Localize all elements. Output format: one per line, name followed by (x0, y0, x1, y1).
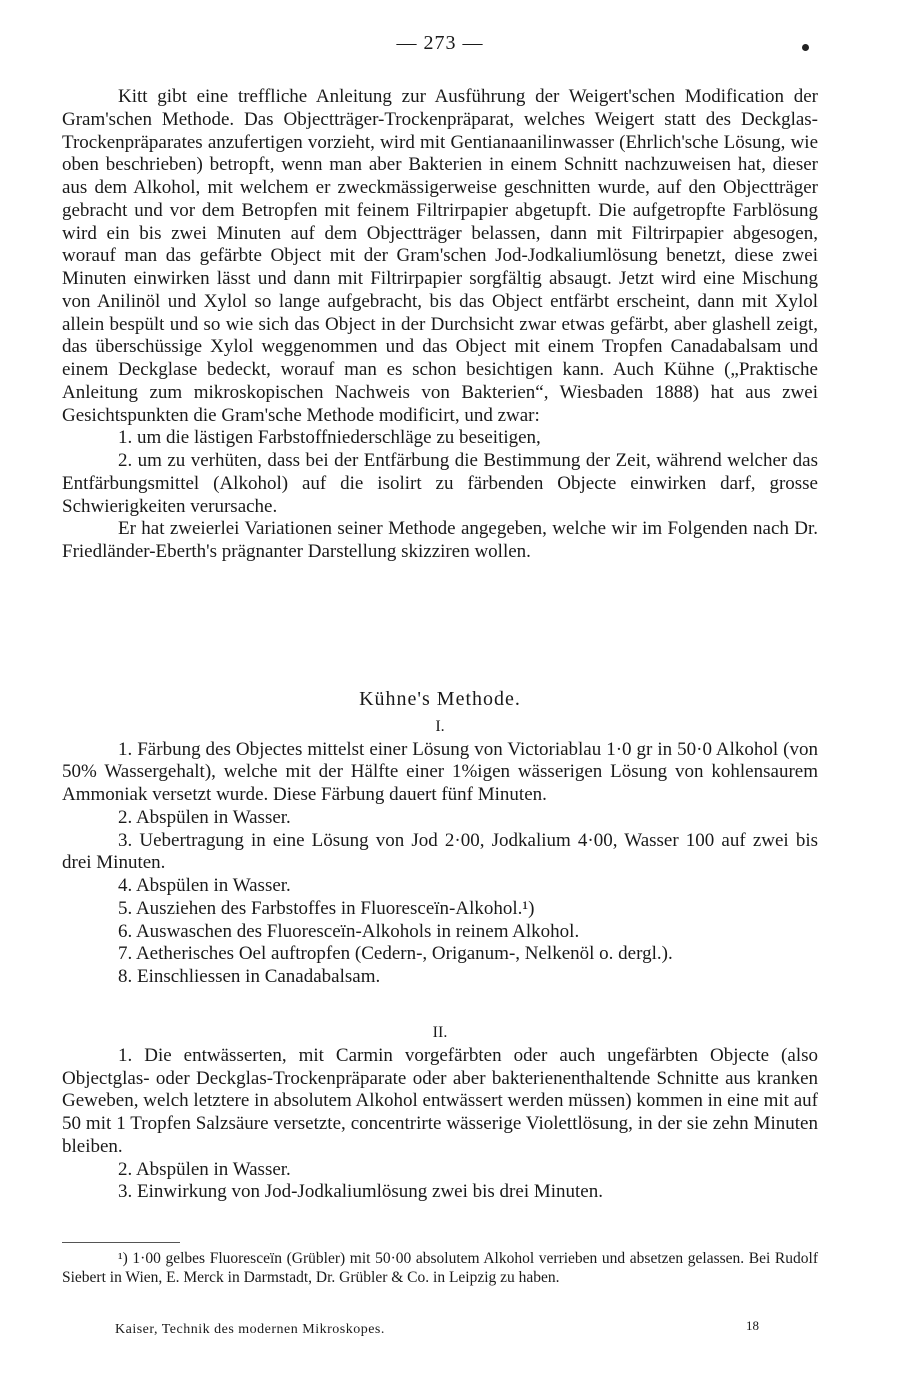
section-1-step: 5. Ausziehen des Farbstoffes in Fluoresceïn-Alkohol.¹) (118, 897, 535, 919)
intro-paragraph: Kitt gibt eine treffliche Anleitung zur Ausführung der Weigert'schen Modification der Gram'schen Methode. Das Objectträger-Trockenpräparat, welches Weigert statt des Deckglas-Trockenpräparates anzufertigen vorzieht, wird mit Gentianaanilinwasser (Ehrlich'sche Lösung, wie oben beschrieben) betropft, wenn man aber Bakterien in einem Schnitt nachzuweisen hat, dieser aus dem Alkohol, mit welchem er zweckmässigerweise geschnitten wurde, auf den Objectträger gebracht und vor dem Betropfen mit feinem Filtrirpapier abgetupft. Die aufgetropfte Farblösung wird ein bis zwei Minuten auf dem Objectträger belassen, dann mit Filtrirpapier abgesogen, worauf man das gefärbte Object mit der Gram'schen Jod-Jodkaliumlösung benetzt, diese zwei Minuten einwirken lässt und dann mit Filtrirpapier sorgfältig absaugt. Jetzt wird eine Mischung von Anilinöl und Xylol so lange aufgebracht, bis das Object entfärbt erscheint, dann mit Xylol allein bespült und so wie sich das Object in der Durchsicht zwar etwas gefärbt, aber glashell zeigt, das überschüssige Xylol weggenommen und das Object mit einem Tropfen Canadabalsam und einem Deckglase bedeckt, worauf man es schon besichtigen kann. Auch Kühne („Praktische Anleitung zum mikroskopischen Nachweis von Bakterien“, Wiesbaden 1888) hat aus zwei Gesichtspunkten die Gram'sche Methode modificirt, und zwar: (62, 86, 818, 426)
section-2-step: 3. Einwirkung von Jod-Jodkaliumlösung zwei bis drei Minuten. (118, 1181, 603, 1203)
intro-closing-paragraph: Er hat zweierlei Variationen seiner Methode angegeben, welche wir im Folgenden nach Dr. Friedländer-Eberth's prägnanter Darstellung skizziren wollen. (62, 518, 818, 562)
section-1-step: 1. Färbung des Objectes mittelst einer Lösung von Victoriablau 1·0 gr in 50·0 Alkohol (von 50% Wassergehalt), welche mit der Hälfte einer 1%igen wässerigen Lösung von kohlensaurem Ammoniak versetzt wurde. Diese Färbung dauert fünf Minuten. (62, 738, 818, 805)
intro-list-item-1: 1. um die lästigen Farbstoffniederschläge zu beseitigen, (118, 427, 541, 449)
intro-text (62, 86, 818, 564)
signature-mark: 18 (746, 1318, 759, 1333)
section-1-step: 7. Aetherisches Oel auftropfen (Cedern-, Origanum-, Nelkenöl o. dergl.). (118, 943, 673, 965)
section-1-step: 6. Auswaschen des Fluoresceïn-Alkohols in reinem Alkohol. (118, 920, 580, 942)
footnote-divider (62, 1242, 180, 1243)
section-2-step: 2. Abspülen in Wasser. (118, 1158, 291, 1180)
method-heading: Kühne's Methode. (359, 688, 521, 710)
section-1-numeral: I. (435, 717, 445, 735)
method-section-2 (62, 1022, 818, 1204)
ink-dot (802, 44, 809, 51)
section-2-numeral: II. (432, 1024, 448, 1041)
section-1-step: 3. Uebertragung in eine Lösung von Jod 2·00, Jodkalium 4·00, Wasser 100 auf zwei bis drei Minuten. (62, 829, 818, 874)
footer-signature: Kaiser, Technik des modernen Mikroskopes. (115, 1322, 385, 1337)
section-2-step: 1. Die entwässerten, mit Carmin vorgefärbten oder auch ungefärbten Objecte (also Objectglas- oder Deckglas-Trockenpräparate oder aber bakterienenthaltende Schnitte aus kranken Geweben, welch letztere in absolutem Alkohol entwässert werden müssen) kommen in eine mit auf 50 mit 1 Tropfen Salzsäure versetzte, concentrirte wässerige Violettlösung, in der sie zehn Minuten bleiben. (62, 1044, 818, 1157)
section-1-step: 2. Abspülen in Wasser. (118, 806, 291, 828)
intro-list-item-2: 2. um zu verhüten, dass bei der Entfärbung die Bestimmung der Zeit, während welcher das Entfärbungsmittel (Alkohol) auf die isolirt zu färbenden Objecte einwirken darf, grosse Schwierigkeiten verursache. (62, 450, 818, 517)
section-1-step: 4. Abspülen in Wasser. (118, 875, 291, 896)
page-number: — 273 — (396, 32, 484, 54)
section-1-step: 8. Einschliessen in Canadabalsam. (118, 966, 381, 987)
method-section-1 (62, 688, 818, 989)
footnote: ¹) 1·00 gelbes Fluoresceïn (Grübler) mit 50·00 absolutem Alkohol verrieben und absetzen gelassen. Bei Rudolf Siebert in Wien, E. Merck in Darmstadt, Dr. Grübler & Co. in Leipzig zu haben. (62, 1250, 818, 1286)
